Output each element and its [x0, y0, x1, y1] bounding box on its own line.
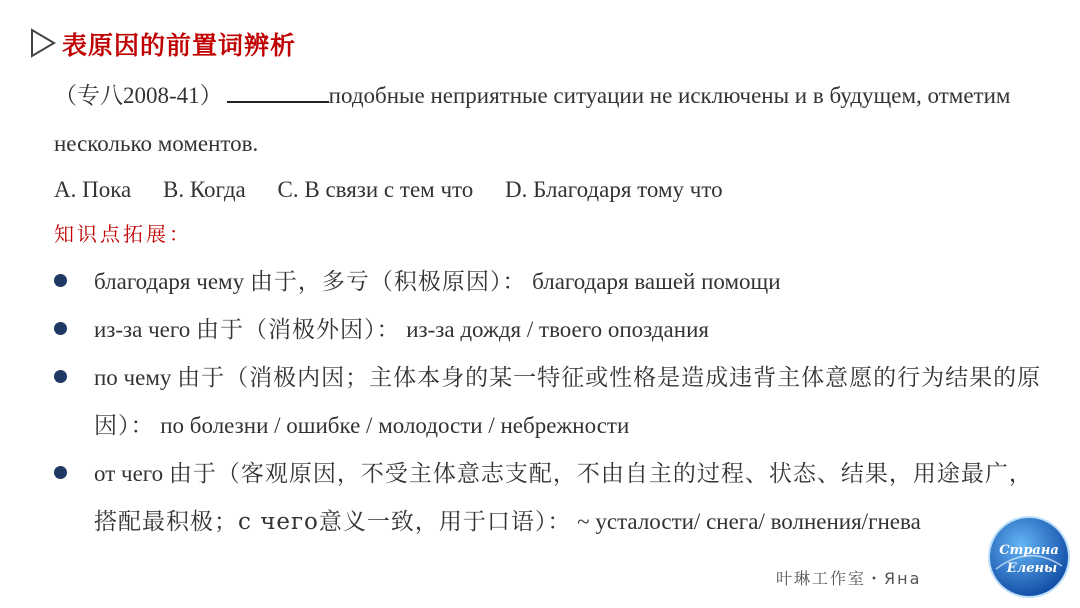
title-arrow-icon: [30, 28, 56, 58]
answer-blank: [227, 79, 329, 103]
logo-line1: Страна: [999, 543, 1059, 558]
bullet-example: ~ усталости/ снега/ волнения/гнева: [577, 509, 921, 534]
bullet-dot-icon: [54, 274, 67, 287]
bullet-dot-icon: [54, 370, 67, 383]
bullet-chinese-explanation: 由于，多亏（积极原因）：: [249, 269, 527, 295]
list-item: [54, 306, 1044, 354]
bullet-dot-icon: [54, 466, 67, 479]
bullet-russian-term: по чему: [94, 365, 172, 390]
list-item: [54, 354, 1044, 450]
question-source: （专八2008-41）: [54, 83, 223, 108]
bullet-dot-icon: [54, 322, 67, 335]
page-title: 表原因的前置词辨析: [62, 31, 297, 60]
bullet-example: из-за дождя / твоего опоздания: [406, 317, 709, 342]
list-item: [54, 258, 1044, 306]
studio-credit: 叶琳工作室・Яна: [776, 569, 922, 588]
answer-options: [54, 170, 749, 210]
bullet-chinese-explanation: 由于（消极外因）：: [195, 317, 401, 343]
bullet-russian-term: из-за чего: [94, 317, 191, 342]
knowledge-bullet-list: [54, 258, 1044, 546]
bullet-russian-term: благодаря чему: [94, 269, 245, 294]
logo-line2: Елены: [1006, 561, 1058, 576]
list-item: [54, 450, 1044, 546]
bullet-example: по болезни / ошибке / молодости / небрежности: [160, 413, 630, 438]
bullet-russian-term: от чего: [94, 461, 164, 486]
knowledge-extension-heading: 知识点拓展：: [54, 222, 192, 246]
option-b: B. Когда: [163, 177, 246, 202]
bullet-example: благодаря вашей помощи: [532, 269, 781, 294]
option-c: C. В связи с тем что: [277, 177, 474, 202]
question-body: подобные неприятные ситуации не исключены и в будущем, отметим несколько моментов.: [54, 83, 1011, 156]
strana-eleny-logo: [986, 514, 1072, 600]
bullet-chinese-explanation: 由于（消极内因；主体本身的某一特征或性格是造成违背主体意愿的行为结果的原因）：: [94, 365, 1042, 439]
option-a: A. Пока: [54, 177, 132, 202]
option-d: D. Благодаря тому что: [505, 177, 723, 202]
bullet-chinese-explanation: 由于（客观原因，不受主体意志支配，不由自主的过程、状态、结果，用途最广，搭配最积极；с чего意义一致，用于口语）：: [94, 461, 1033, 535]
question-text: [54, 72, 1054, 168]
